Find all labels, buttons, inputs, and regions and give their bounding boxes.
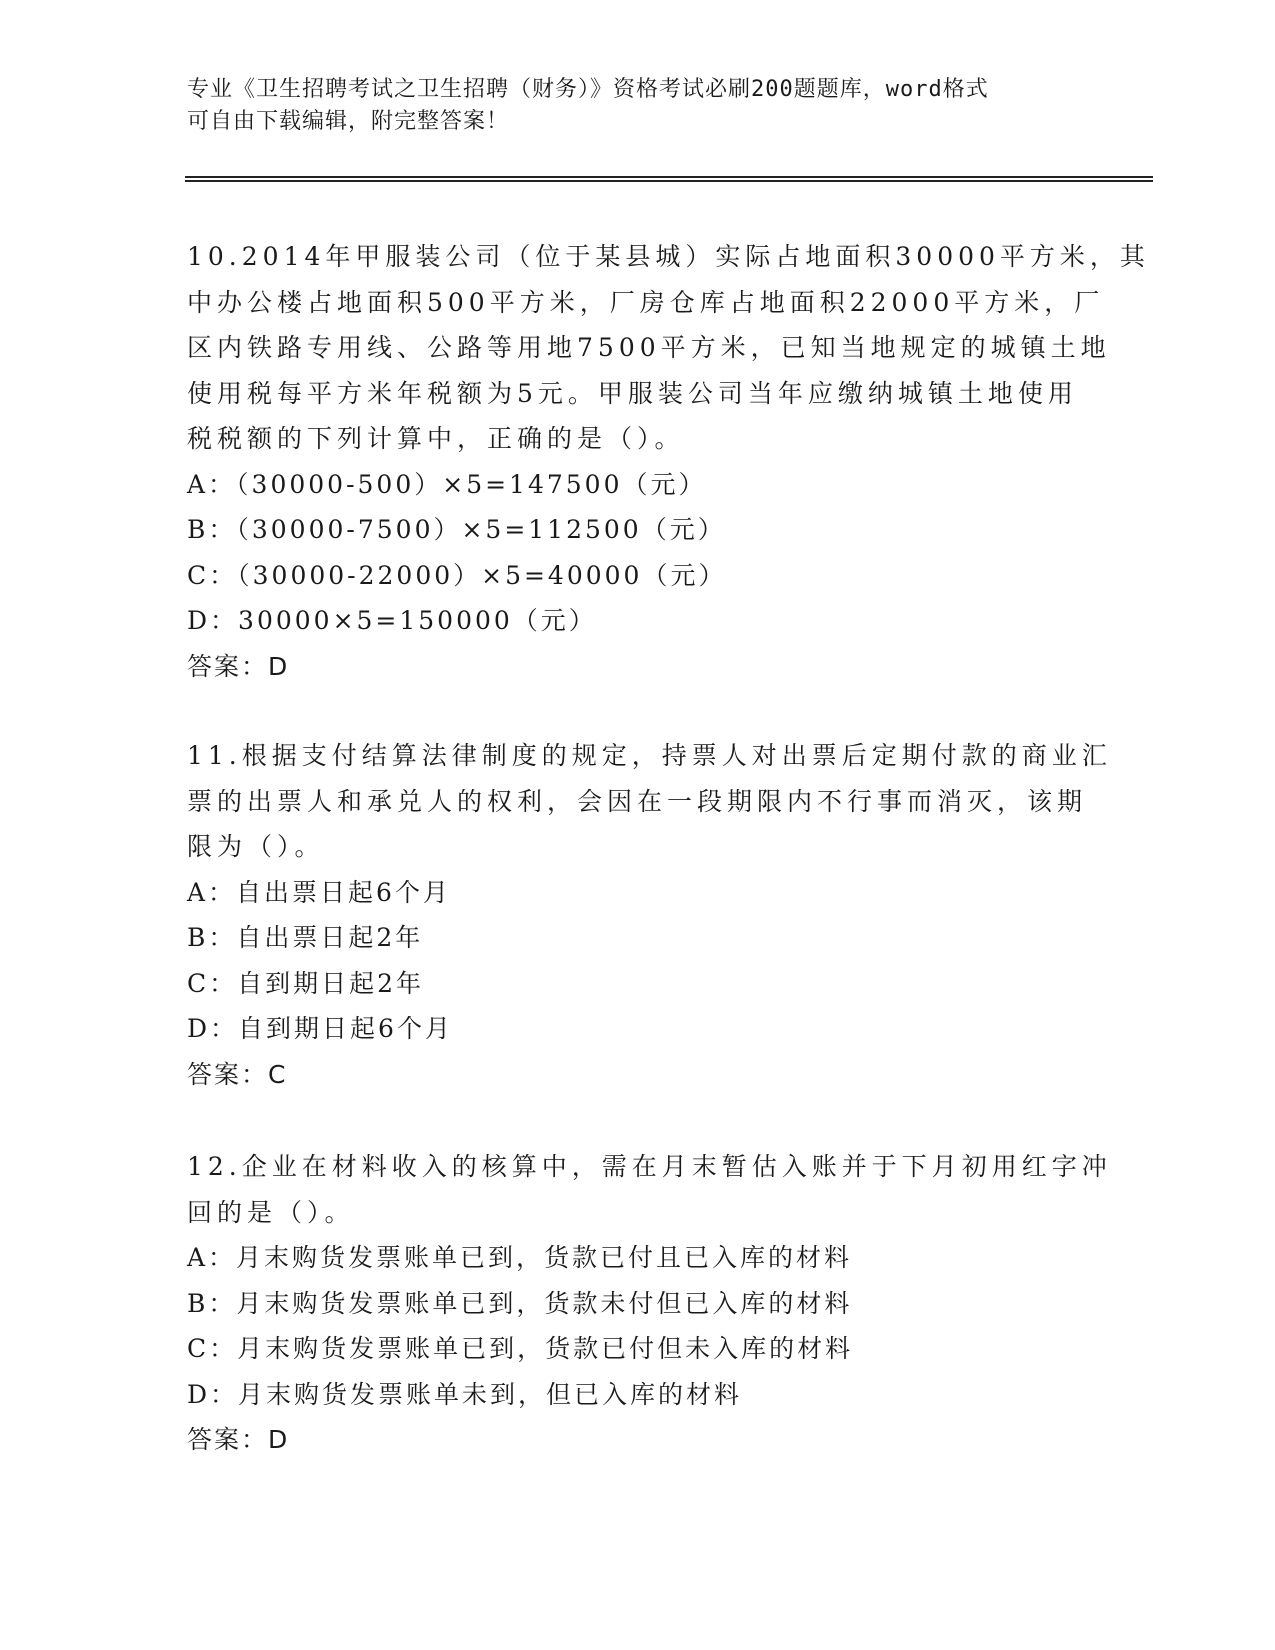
- option-d: D：月末购货发票账单未到，但已入库的材料: [187, 1379, 743, 1409]
- header-divider: [185, 176, 1153, 182]
- question-stem-line: 回的是（）。: [187, 1197, 355, 1227]
- question-stem-line: 10.2014年甲服装公司（位于某县城）实际占地面积30000平方米，其: [187, 242, 1150, 271]
- option-c: C：月末购货发票账单已到，货款已付但未入库的材料: [187, 1334, 854, 1363]
- question-12: [187, 1144, 1112, 1463]
- question-stem-line: 票的出票人和承兑人的权利，会因在一段期限内不行事而消灭，该期: [187, 786, 1088, 816]
- question-10: [187, 234, 1150, 689]
- question-stem-line: 11.根据支付结算法律制度的规定，持票人对出票后定期付款的商业汇: [187, 741, 1112, 770]
- question-stem-line: 区内铁路专用线、公路等用地7500平方米，已知当地规定的城镇土地: [187, 333, 1111, 362]
- option-b: B：自出票日起2年: [187, 923, 424, 952]
- option-d: D：自到期日起6个月: [187, 1014, 453, 1043]
- header-line-1: 专业《卫生招聘考试之卫生招聘（财务）》资格考试必刷200题题库，word格式: [187, 77, 989, 102]
- answer: 答案：D: [187, 651, 290, 681]
- question-stem-line: 税税额的下列计算中，正确的是（）。: [187, 424, 685, 453]
- question-stem-line: 使用税每平方米年税额为5元。甲服装公司当年应缴纳城镇土地使用: [187, 378, 1078, 408]
- option-b: B：（30000-7500）×5=112500（元）: [187, 515, 726, 544]
- document-header: [187, 74, 1087, 138]
- option-c: C：（30000-22000）×5=40000（元）: [187, 560, 727, 590]
- option-a: A：自出票日起6个月: [187, 877, 451, 907]
- option-c: C：自到期日起2年: [187, 968, 425, 998]
- header-line-2: 可自由下载编辑，附完整答案！: [187, 109, 510, 134]
- question-stem-line: 12.企业在材料收入的核算中，需在月末暂估入账并于下月初用红字冲: [187, 1152, 1112, 1181]
- answer: 答案：D: [187, 1425, 290, 1454]
- question-11: [187, 733, 1112, 1097]
- option-a: A：月末购货发票账单已到，货款已付且已入库的材料: [187, 1243, 853, 1272]
- question-stem-line: 限为（）。: [187, 832, 325, 861]
- option-b: B：月末购货发票账单已到，货款未付但已入库的材料: [187, 1288, 853, 1318]
- option-d: D：30000×5=150000（元）: [187, 606, 597, 635]
- answer: 答案：C: [187, 1059, 288, 1089]
- option-a: A：（30000-500）×5=147500（元）: [187, 469, 707, 499]
- question-stem-line: 中办公楼占地面积500平方米，厂房仓库占地面积22000平方米，厂: [187, 287, 1105, 317]
